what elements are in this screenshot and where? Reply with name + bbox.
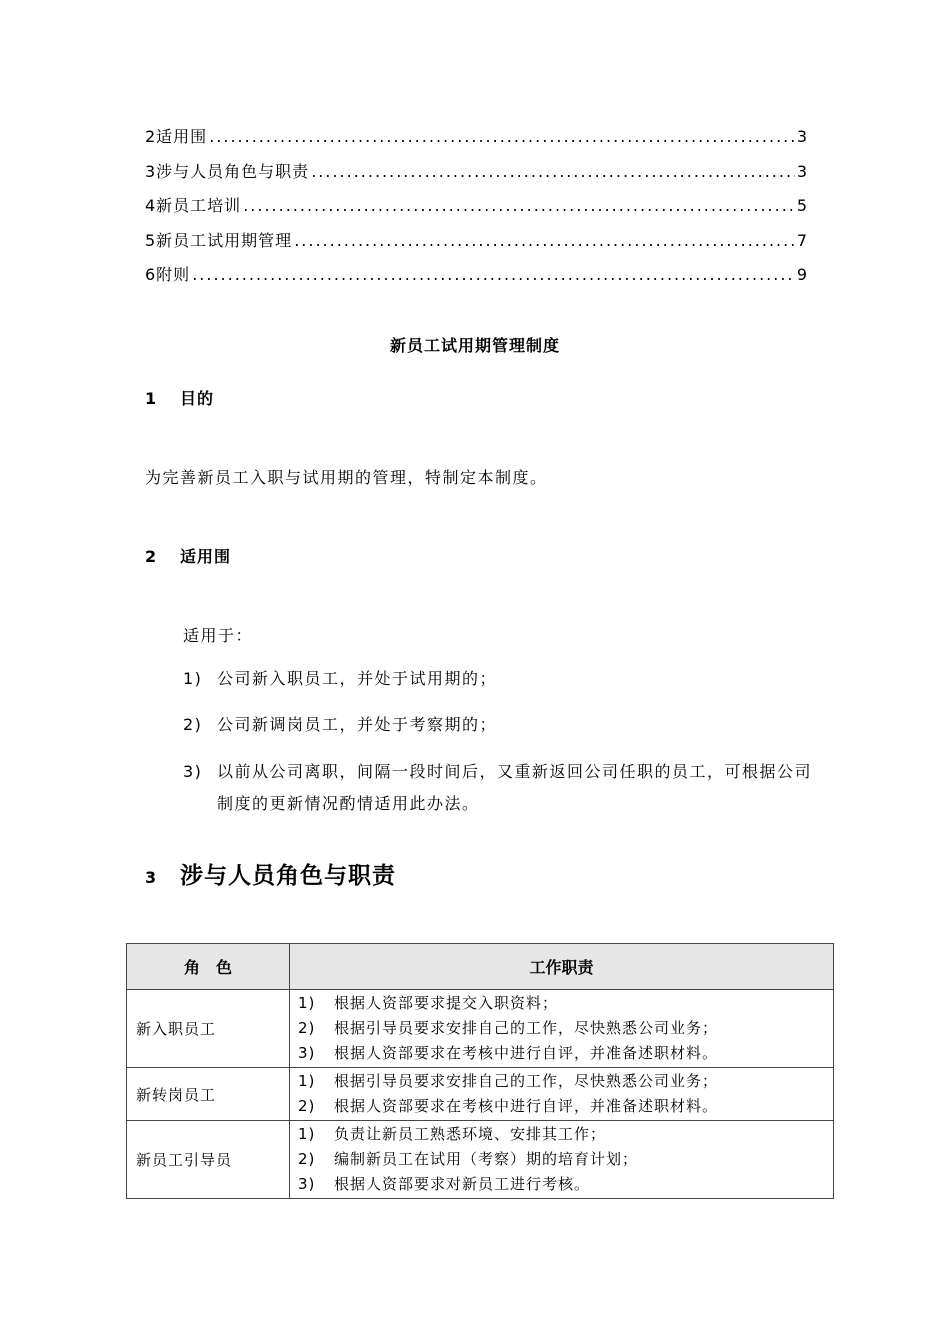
toc-entry-page: 7 (796, 230, 808, 250)
duty-line (298, 1147, 833, 1172)
toc-leader-dots (243, 196, 795, 215)
toc-leader-dots (209, 127, 795, 146)
toc-entry[interactable] (145, 193, 808, 228)
document-title: 新员工试用期管理制度 (389, 336, 560, 355)
duty-marker: 1) (298, 1072, 316, 1090)
toc-entry-page: 5 (796, 196, 808, 215)
duty-line (298, 1094, 833, 1119)
toc-entry-title: 4新员工培训 (145, 196, 242, 215)
toc-entry-title: 5新员工试用期管理 (145, 230, 293, 250)
role-cell: 新转岗员工 (127, 1068, 290, 1121)
list-marker: 2) (183, 715, 203, 734)
duties-cell (290, 990, 834, 1068)
list-item (183, 756, 823, 820)
section-number: 1 (145, 389, 158, 408)
toc-entry[interactable] (145, 262, 808, 297)
section-number: 3 (145, 868, 158, 887)
toc-entry[interactable] (145, 228, 808, 263)
duty-marker: 2) (298, 1019, 316, 1037)
section-2-intro: 适用于： (183, 626, 254, 645)
section-2-heading (145, 544, 231, 567)
duty-text: 根据人资部要求对新员工进行考核。 (334, 1175, 591, 1193)
duty-line (298, 991, 833, 1016)
duty-line (298, 1122, 833, 1147)
section-number: 2 (145, 547, 158, 566)
duty-marker: 1) (298, 1125, 316, 1143)
duty-text: 根据人资部要求提交入职资料； (334, 994, 559, 1012)
section-1-paragraph: 为完善新员工入职与试用期的管理，特制定本制度。 (145, 468, 548, 487)
toc-entry[interactable] (145, 124, 808, 159)
toc-leader-dots (294, 231, 795, 250)
duty-marker: 2) (298, 1150, 316, 1168)
duty-line (298, 1069, 833, 1094)
duties-cell (290, 1068, 834, 1121)
table-row (127, 990, 834, 1068)
duty-text: 根据人资部要求在考核中进行自评，并准备述职材料。 (334, 1044, 719, 1062)
list-item (183, 663, 823, 695)
column-header-duties: 工作职责 (290, 944, 834, 990)
list-item-text: 以前从公司离职，间隔一段时间后，又重新返回公司任职的员工，可根据公司制度的更新情况酌情适用此办法。 (217, 762, 813, 813)
duty-marker: 3) (298, 1175, 316, 1193)
duty-line (298, 1041, 833, 1066)
duty-text: 负责让新员工熟悉环境、安排其工作； (334, 1125, 607, 1143)
duty-text: 编制新员工在试用（考察）期的培育计划； (334, 1150, 639, 1168)
list-item-text: 公司新调岗员工，并处于考察期的； (217, 715, 498, 734)
duty-marker: 2) (298, 1097, 316, 1115)
list-marker: 3) (183, 762, 203, 781)
section-1-heading (145, 386, 214, 409)
list-marker: 1) (183, 669, 203, 688)
duty-line (298, 1016, 833, 1041)
duty-text: 根据人资部要求在考核中进行自评，并准备述职材料。 (334, 1097, 719, 1115)
duty-text: 根据引导员要求安排自己的工作，尽快熟悉公司业务； (334, 1019, 719, 1037)
toc-entry-title: 6附则 (145, 265, 191, 284)
duty-marker: 3) (298, 1044, 316, 1062)
section-title: 目的 (180, 389, 215, 408)
table-of-contents (145, 124, 808, 297)
section-title: 涉与人员角色与职责 (180, 863, 396, 889)
table-row (127, 1121, 834, 1199)
toc-entry-title: 3涉与人员角色与职责 (145, 161, 310, 181)
toc-entry[interactable] (145, 159, 808, 194)
section-3-heading (145, 857, 396, 890)
toc-entry-page: 9 (796, 265, 808, 284)
table-header-row (127, 944, 834, 990)
duties-cell (290, 1121, 834, 1199)
role-cell: 新入职员工 (127, 990, 290, 1068)
list-item-text: 公司新入职员工，并处于试用期的； (217, 669, 498, 688)
section-title: 适用围 (180, 547, 232, 566)
table-row (127, 1068, 834, 1121)
role-cell: 新员工引导员 (127, 1121, 290, 1199)
toc-entry-page: 3 (796, 127, 808, 146)
list-item (183, 709, 823, 741)
duty-text: 根据引导员要求安排自己的工作，尽快熟悉公司业务； (334, 1072, 719, 1090)
duty-marker: 1) (298, 994, 316, 1012)
duty-line (298, 1172, 833, 1197)
toc-entry-page: 3 (796, 161, 808, 181)
toc-leader-dots (192, 265, 795, 284)
column-header-role: 角 色 (127, 944, 290, 990)
toc-entry-title: 2适用围 (145, 127, 208, 146)
toc-leader-dots (311, 162, 795, 181)
roles-table (126, 943, 834, 1199)
